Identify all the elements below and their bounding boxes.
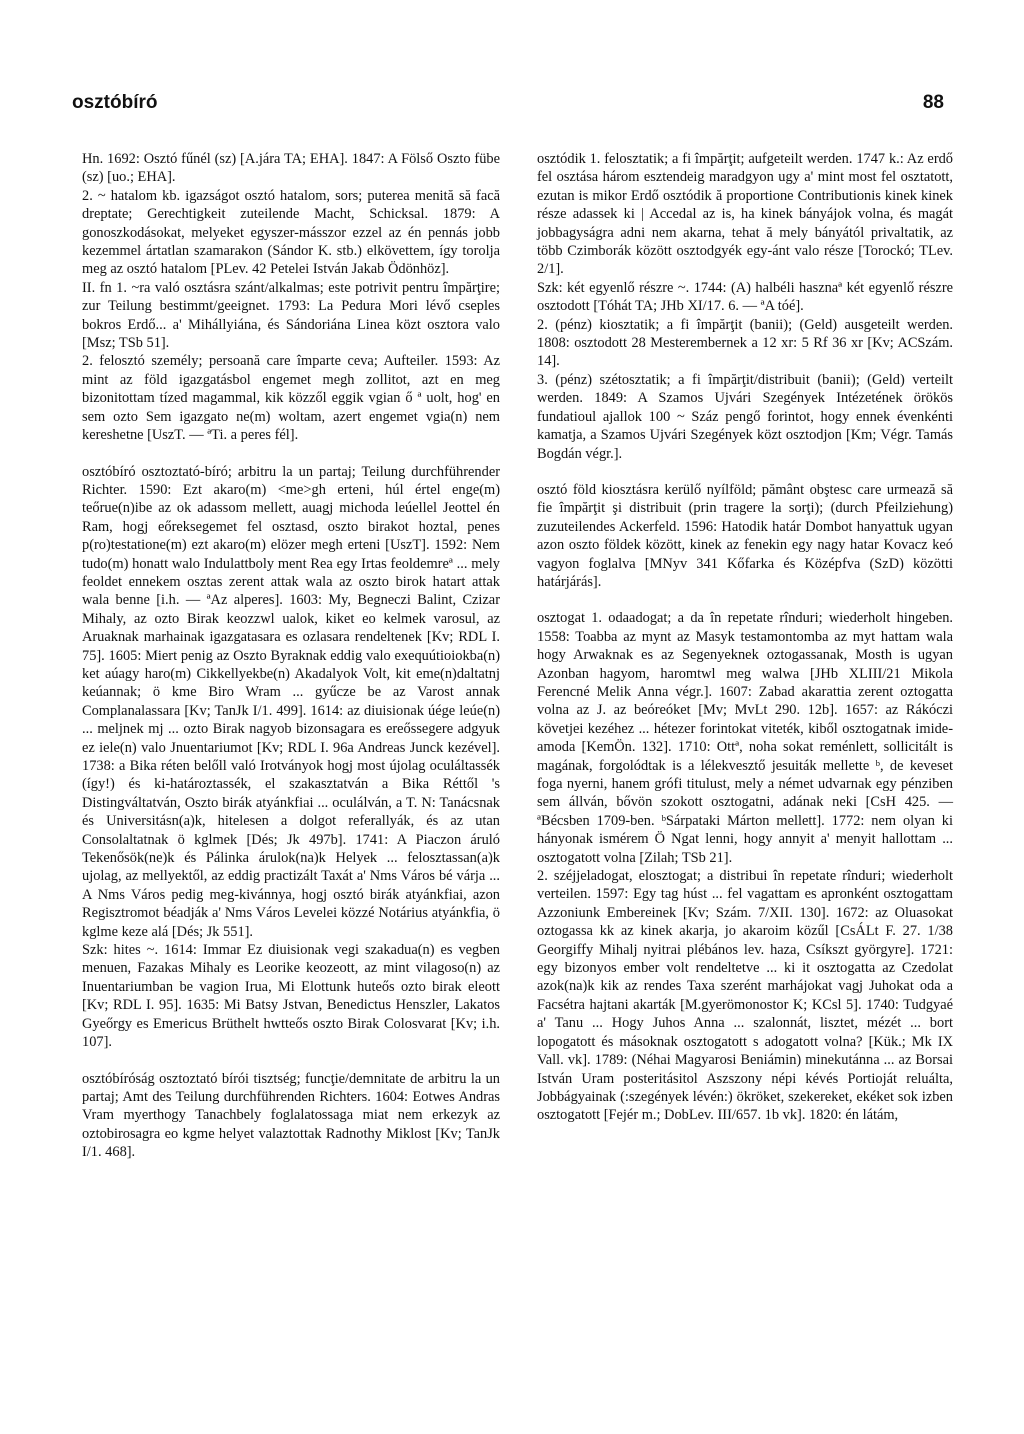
page-header [72,92,944,122]
left-paragraph: II. fn 1. ~ra való osztásra szánt/alkalmas; este potrivit pentru împărţire; zur Teilung bestimmt/geeignet. 1793: La Pedura Mori lévő cseples bokros Erdő... a' Mihállyiána, és Sándoriána Linea közt osztora valo [Msz; TSb 51]. [82,279,500,352]
left-paragraph: 2. ~ hatalom kb. igazságot osztó hatalom, sors; puterea menită să facă dreptate; Gerechtigkeit zuteilende Macht, Schicksal. 1879: A gonoszkodásokat, melyeket egyszer-másszor ezzel az én pennás jobb kezemmel ártatlan szamarakon (Sándor K. stb.) elkövettem, így torolja meg az osztó hatalom [PLev. 42 Petelei István Jakab Ödönhöz]. [82,187,500,278]
left-column [82,150,500,1162]
left-paragraph: 2. felosztó személy; persoană care împarte ceva; Aufteiler. 1593: Az mint az föld igazgatásbol engemet megh zollitot, azt en meg bizonitottam tízed magammal, kik közzől eggik vgian ő ª uolt, hog' en sem ozto Sem igazgato ne(m) woltam, azert engemet vgia(n) nem kereshetne [UszT. — ªTi. a peres fél]. [82,353,500,444]
left-paragraph: Hn. 1692: Osztó fűnél (sz) [A.jára TA; EHA]. 1847: A Fölső Oszto fübe (sz) [uo.; EHA]. [82,151,500,186]
page-number: 88 [922,92,944,113]
dictionary-entry-osztobirosag: osztóbíróság osztoztató bírói tisztség; funcţie/demnitate de arbitru la un partaj; Amt des Teilung durchführenden Richters. 1604: Eotwes Andras Vram myerthogy Tanachbely foglalatossagа miat nem erkezyk az oztobirosagra eo kgme helyet valaztottak Radnothy Miklost [Kv; TanJk I/1. 468]. [82,1070,500,1161]
right-paragraph: 3. (pénz) szétosztatik; a fi împărţit/distribuit (banii); (Geld) verteilt werden. 1849: A Szamos Ujvári Szegények Intézetének örökös fundatioul ajallok 100 ~ Száz pengő forintot, hogy ennek évenkénti kamatja, a Szamos Ujvári Szegények közt osztodjon [Km; Végr. Tamás Bogdán végr.]. [537,371,953,462]
right-column [537,150,953,1125]
dictionary-entry-osztogat: osztogat 1. odaadogat; a da în repetate rînduri; wiederholt hingeben. 1558: Toabba az mynt az Masyk testamontomba az myt hattam wala hogy Arwaknak es az Segenyeknek oztogassanak, Mosth is ugyan Azonban hagyom, haromtwl meg walwa [JHb XLIII/21 Mikola Ferencné Melik Anna végr.]. 1607: Zabad akarattia zerent oztogatta volna az J. az beóreóket [Mv; MvLt 290. 12b]. 1657: az Rákóczi követjei kezéhez ... hétezer forintokat viteték, kiből osztogatnak imide-amoda [KemÖn. 132]. 1710: Ottª, noha sokat reménlett, sollicitált is magának, forgolódtak is a lélekvesztő jesuiták mellette ᵇ, de keveset foga nyerni, hanem grófi titulust, mely a német udvarnak egy pénziben sem állván, bővön szokott osztogatni, adának neki [CsH 425. — ªBécsben 1709-ben. ᵇSárpataki Márton mellett]. 1772: nem olyan ki hányonak ismérem Ö Ngat lenni, hogy annyit a' menyit hallottam ... osztogatott volna [Zilah; TSb 21]. [537,610,953,866]
left-paragraph: Szk: hites ~. 1614: Immar Ez diuisionak vegi szakadua(n) es vegben menuen, Fazakas Mihaly es Leorike keozeott, az mint vilagoso(n) az Inuentariumban be vagion Irua, Mi Elottunk huteős ozto birak eleott [Kv; RDL I. 95]. 1635: Mi Batsy Jstvan, Benedictus Henszler, Lakatos Gyeőrgy es Emericus Brüthelt hwtteős oszto Birak Colosvarat [Kv; i.h. 107]. [82,942,500,1051]
dictionary-entry-osztodik: osztódik 1. felosztatik; a fi împărţit; aufgeteilt werden. 1747 k.: Az erdő fel osztása három esztendeig maradgyon ugy a' mint most fel osztatott, ezutan is mikor Erdő osztódik ă proportione Contributionis kinek kinek része adassek ki | Accedal az is, ha kinek bányájok volna, és magát jobbagyságra adni nem akarna, tehat ă mely bányától privaltatik, az több Czimborák között osztodgyék egy-ánt valo része [Torockó; TLev. 2/1]. [537,151,953,278]
right-paragraph: 2. (pénz) kiosztatik; a fi împărţit (banii); (Geld) ausgeteilt werden. 1808: osztodott 28 Mesterembernek a 12 xr: 5 Rf 36 xr [Kv; ACSzám. 14]. [537,316,953,370]
running-headword: osztóbíró [72,92,158,113]
dictionary-entry-oszto-fold: osztó föld kiosztásra kerülő nyílföld; pământ obştesc care urmează să fie împărţit şi distribuit (prin tragere la sorţi); (durch Pfeilziehung) zuzuteilendes Ackerfeld. 1596: Hatodik határ Dombot hanyattuk ugyan azon oszto földek között, kinek az fenekin egy nagy hatar Kovacz keó vagyon foglalva [MNyv 341 Kőfarka és Középfva (SzD) közötti határjárás]. [537,481,953,590]
right-paragraph: Szk: két egyenlő részre ~. 1744: (A) halbéli hasznaª két egyenlő részre osztodott [Tóhát TA; JHb XI/17. 6. — ªA tóé]. [537,279,953,315]
dictionary-entry-osztobiro: osztóbíró osztoztató-bíró; arbitru la un partaj; Teilung durchführender Richter. 1590: Ezt akaro(m) <me>gh erteni, húl értel enge(m) teőrue(n)ibe az ok adassom mellett, auagj michoda leúellel Jeottel én Ram, hogj eőreksegemet fel osztasd, oszto birakot hoztal, penes p(ro)testatione(m) ezt akaro(m) elözer megh erteni [UszT]. 1592: Nem tudo(m) honatt walo Indulattboly ment Rea egy Irtas feoldemreª ... mely feoldet ennekem osztas zerent attak wala az oszto birok hatart attak wala benne [i.h. — ªAz alperes]. 1603: My, Begneczi Balint, Czizar Mihaly, az ozto Birak keozzwl ualok, kiket eo kelmek varosul, az Aruaknak marhainak igazgatasara es ozlasara rendeltenek [Kv; RDL I. 75]. 1605: Miert penig az Oszto Byraknak eddig valo exequútioiokba(n) ket aúagy haro(m) Cikkellyekbe(n) Akadalyok Volt, kit eme(n)daltatnj keúannak; ö kme Biro Wram ... gyűcze be az Varost annak Complanalassara [Kv; TanJk I/1. 499]. 1614: az diuisionak úége leúe(n) ... meljnek mj ... ozto Birak nagyob bizonsagara es ereőssegere adgyuk ez iele(n) valo Jnuentariumot [Kv; RDL I. 96a Andreas Junck kezével]. 1738: a Bika réten belőll való Irotványok hogj most újolag oculáltassék (ígу!) és ki-határoztassék, el szakasztatván a Bika Réttől 's Distingváltatván, Oszto birák atyánkfiai ... oculálván, a T. N: Tanácsnak és Universitásn(a)k, hitelesen a dolgot referallyák, és az utan Consolaltatnak ö kglmek [Dés; Jk 497b]. 1741: A Piaczon áruló Tekenősök(ne)k és Pálinka árulok(na)k Helyek ... felosztassan(a)k ujolag, az mellyektől, az eddig practizált Taxát a' Nms Város bé várja ... A Nms Város pedig meg-kivánnya, hogj osztó birák atyánkfiai, azon Regisztromot béadják a' Nms Város Levelei közzé Notárius atyánkfia, ö kglme keze alá [Dés; Jk 551]. [82,463,500,940]
right-paragraph: 2. széjjeladogat, elosztogat; a distribui în repetate rînduri; wiederholt verteilen. 1597: Egy tag húst ... fel vagattam es apronként osztogattam Azzoniunk Embereinek [Kv; Szám. 7/XII. 130]. 1672: az Oluasokat oztogassa kk az kinek akarja, jo akaroim közűl [CsÁLt F. 27. 1/38 Georgiffy Mihalj nyitrai plébános lev. haza, Csíkszt györgyre]. 1721: egy bizonyos ember volt rendeltetve ... ki it osztogatta az Czedolat azok(na)k kik az rendes Taxa szerént marhájokat vagj Juhokat oda a Facsétra hajtani akarták [M.gyerömonostor K; KCsl 5]. 1740: Tudgyaé a' Tanu ... Hogy Juhos Anna ... szalonnát, lisztet, mézét ... bort lopogatott és másoknak osztogatott s adogatott volna? [Kük.; Mk IX Vall. vk]. 1789: (Néhai Magyarosi Beniámin) minekutánna ... az Borsai István Uram posteritásitol Aszszony népi kévés Portioját reluálta, Jobbágyainak (:szegények lévén:) ökröket, szekereket, ekéket sok izben osztogatott [Fejér m.; DobLev. III/657. 1b vk]. 1820: én látám, [537,868,953,1124]
